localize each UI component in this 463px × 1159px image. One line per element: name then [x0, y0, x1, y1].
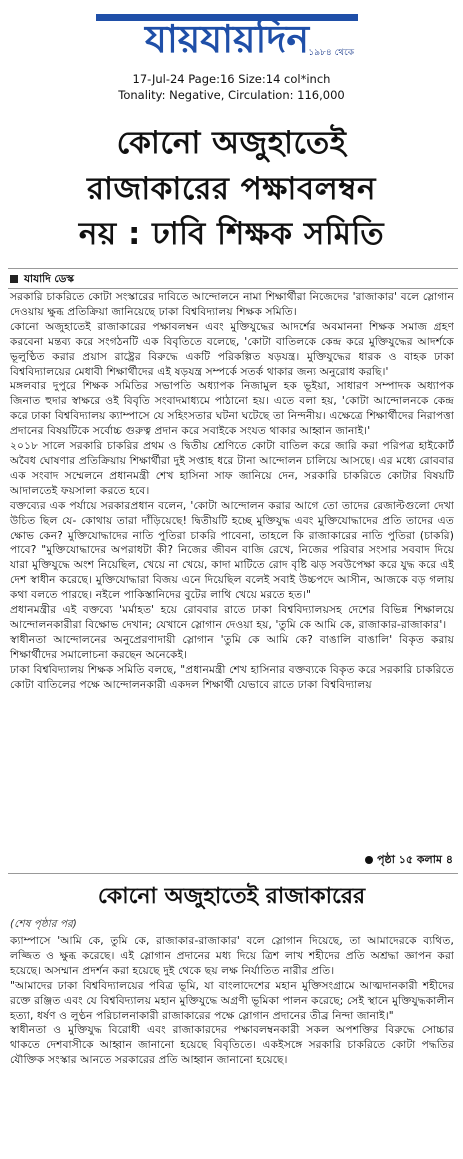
newspaper-logo — [96, 6, 358, 62]
headline-line3: নয় : ঢাবি শিক্ষক সমিতি — [78, 216, 385, 252]
masthead — [0, 0, 463, 70]
article-body — [10, 290, 454, 692]
body-paragraph: ঢাকা বিশ্ববিদ্যালয় শিক্ষক সমিতি বলছে, "প্রধানমন্ত্রী শেখ হাসিনার বক্তব্যকে বিকৃত করে সরকারি চাকরিতে কোটা বাতিলের পক্ষে আন্দোলনকারী একদল শিক্ষার্থী যেভাবে রাতে ঢাকা বিশ্ববিদ্যালয় — [10, 663, 454, 691]
continuation-note: (শেষ পৃষ্ঠার পর) — [10, 918, 77, 930]
body-paragraph: প্রধানমন্ত্রীর এই বক্তব্যে 'মর্মাহত' হয়ে রোববার রাতে ঢাকা বিশ্ববিদ্যালয়সহ দেশের বিভিন্ন শিক্ষালয়ে আন্দোলনকারীরা বিক্ষোভ দেখান; যেখানে স্লোগান দেওয়া হয়, 'তুমি কে আমি কে, রাজাকার-রাজাকার'। — [10, 604, 454, 631]
jump-reference — [365, 851, 453, 870]
clip-meta-line1: 17-Jul-24 Page:16 Size:14 col*inch — [132, 72, 331, 86]
divider — [8, 268, 458, 269]
body-paragraph: স্বাধীনতা আন্দোলনের অনুপ্রেরণাদায়ী স্লোগান 'তুমি কে আমি কে? বাঙালি বাঙালি' বিকৃত করায় শিক্ষার্থীদের সমালোচনা করছেন অনেকেই। — [10, 633, 454, 661]
byline-square-icon — [10, 275, 18, 283]
body-paragraph: ২০১৮ সালে সরকারি চাকরির প্রথম ও দ্বিতীয় শ্রেণিতে কোটা বাতিল করে জারি করা পরিপত্র হাইকোর্ট অবৈধ ঘোষণার প্রতিক্রিয়ায় শিক্ষার্থীরা দুই সপ্তাহ ধরে টানা আন্দোলন চালিয়ে আসছে। এর মধ্যে রোববার এক সংবাদ সম্মেলনে প্রধানমন্ত্রী শেখ হাসিনা সাফ জানিয়ে দেন, সরকারি চাকরিতে কোটার বিষয়টি আদালতেই ফয়সালা করতে হবে। — [10, 440, 454, 497]
continuation-body — [10, 934, 454, 1068]
clip-meta-line2: Tonality: Negative, Circulation: 116,000 — [118, 88, 345, 102]
body-paragraph: ক্যাম্পাসে 'আমি কে, তুমি কে, রাজাকার-রাজাকার' বলে স্লোগান দিয়েছে, তা আমাদেরকে ব্যথিত, লজ্জিত ও ক্ষুব্ধ করেছে। এই স্লোগান প্রদানের মধ্য দিয়ে ত্রিশ লাখ শহীদের প্রতি অশ্রদ্ধা জ্ঞাপন করা হয়েছে। অসম্মান প্রদর্শন করা হয়েছে দুই থেকে ছয় লক্ষ নির্যাতিত নারীর প্রতি। — [10, 935, 454, 977]
byline — [10, 272, 74, 289]
body-paragraph: সরকারি চাকরিতে কোটা সংস্কারের দাবিতে আন্দোলনে নামা শিক্ষার্থীরা নিজেদের 'রাজাকার' বলে স্লোগান দেওয়ায় ক্ষুব্ধ প্রতিক্রিয়া জানিয়েছে ঢাকা বিশ্ববিদ্যালয় শিক্ষক সমিতি। — [10, 291, 454, 318]
logo-text: যায়যায়দিন — [144, 17, 310, 61]
body-paragraph: বক্তব্যের এক পর্যায়ে সরকারপ্রধান বলেন, 'কোটা আন্দোলন করার আগে তো তাদের রেজাল্টগুলো দেখা উচিত ছিল যে- কোথায় তারা দাঁড়িয়েছে! দ্বিতীয়টি হচ্ছে মুক্তিযুদ্ধ এবং মুক্তিযোদ্ধাদের প্রতি তাদের এত ক্ষোভ কেন? মুক্তিযোদ্ধাদের নাতি পুতিরা চাকরি পাবেনা, তাহলে কি রাজাকারের নাতি পুতিরা (চাকরি) পাবে? "মুক্তিযোদ্ধাদের অপরাধটা কী? নিজের জীবন বাজি রেখে, নিজের পরিবার সংসার সববাদ দিয়ে যারা মুক্তিযুদ্ধে অংশ নিয়েছিল, খেয়ে না খেয়ে, কাদা মাটিতে রোদ বৃষ্টি ঝড় সবউপেক্ষা করে যুদ্ধ করে এই দেশ স্বাধীন করেছে। মুক্তিযোদ্ধারা বিজয় এনে দিয়েছিল বলেই সবাই উচ্চপদে আসীন, আজকে বড় গলায় কথা বলতে পারছে। নইলে পাকিস্তানিদের বুটের লাথি খেয়ে মরতে হত।" — [10, 499, 454, 602]
body-paragraph: কোনো অজুহাতেই রাজাকারের পক্ষাবলম্বন এবং মুক্তিযুদ্ধের আদর্শের অবমাননা শিক্ষক সমাজ গ্রহণ করবেনা মন্তব্য করে সংগঠনটি এক বিবৃতিতে বলেছে, 'কোটা বাতিলকে কেন্দ্র করে মুক্তিযুদ্ধের আদর্শকে ভূলুণ্ঠিত করার প্রয়াস রাষ্ট্রের বিরুদ্ধে একটি পরিকল্পিত ষড়যন্ত্র। মুক্তিযুদ্ধের ধারক ও বাহক ঢাকা বিশ্ববিদ্যালয়ের মেধাবী শিক্ষার্থীদের এই ষড়যন্ত্র সম্পর্কে সতর্ক থাকার জন্য অনুরোধ করছি।' — [10, 320, 454, 378]
continuation-heading: কোনো অজুহাতেই রাজাকারের — [97, 884, 366, 909]
bullet-icon — [365, 856, 373, 864]
byline-text: যাযাদি ডেস্ক — [24, 273, 74, 285]
jump-label: পৃষ্ঠা ১৫ কলাম ৪ — [377, 853, 453, 866]
divider — [8, 873, 458, 874]
headline-line1: কোনো অজুহাতেই — [116, 125, 347, 161]
logo-tagline: ১৯৮৪ থেকে — [308, 48, 354, 58]
divider — [8, 288, 458, 289]
body-paragraph: স্বাধীনতা ও মুক্তিযুদ্ধ বিরোধী এবং রাজাকারদের পক্ষাবলম্বনকারী সকল অপশক্তির বিরুদ্ধে সোচ্চার থাকতে দেশবাসীকে আহ্বান জানানো হয়েছে বিবৃতিতে। একইসঙ্গে সরকারি চাকরিতে কোটা পদ্ধতির যৌক্তিক সংস্কার আনতে সরকারের প্রতি আহ্বান জানানো হয়েছে। — [10, 1024, 454, 1067]
headline-line2: রাজাকারের পক্ষাবলম্বন — [86, 171, 377, 207]
body-paragraph: "আমাদের ঢাকা বিশ্ববিদ্যালয়ের পবিত্র ভূমি, যা বাংলাদেশের মহান মুক্তিসংগ্রামে আত্মদানকারী শহীদের রক্তে রঞ্জিত এবং যে বিশ্ববিদ্যালয় মহান মুক্তিযুদ্ধে অগ্রণী ভূমিকা পালন করেছে; সেই স্থানে মুক্তিযুদ্ধকালীন হত্যা, ধর্ষণ ও লুণ্ঠন পরিচালনাকারী রাজাকারের পক্ষে স্লোগান প্রদানের তীব্র নিন্দা জানাই।" — [10, 979, 454, 1022]
body-paragraph: মঙ্গলবার দুপুরে শিক্ষক সমিতির সভাপতি অধ্যাপক নিজামুল হক ভূইয়া, সাধারণ সম্পাদক অধ্যাপক জিনাত হুদার স্বাক্ষরে ওই বিবৃতি সংবাদমাধ্যমে পাঠানো হয়। এতে বলা হয়, 'কোটা আন্দোলনকে কেন্দ্র করে ঢাকা বিশ্ববিদ্যালয় ক্যাম্পাসে যে সহিংসতার ঘটনা ঘটেছে তা নিন্দনীয়। এক্ষেত্রে শিক্ষার্থীদের নিরাপত্তা প্রদানের বিষয়টিকে সর্বোচ্চ গুরুত্ব প্রদান করে সবাইকে সংযত থাকার আহ্বান জানাই।' — [10, 380, 454, 438]
